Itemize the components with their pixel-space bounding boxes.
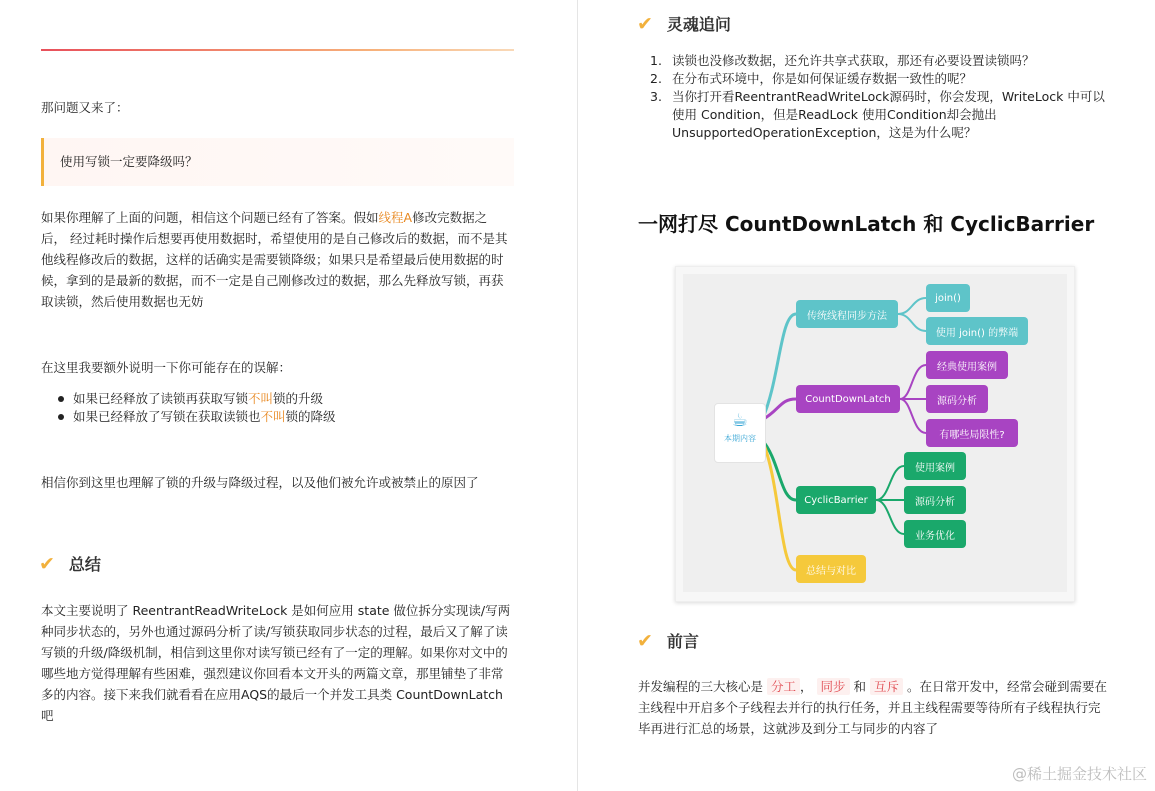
node-countdownlatch: CountDownLatch [796, 385, 900, 413]
node-cb-case: 使用案例 [904, 452, 966, 480]
node-cb-optimize: 业务优化 [904, 520, 966, 548]
node-cdl-source: 源码分析 [926, 385, 988, 413]
question-list [640, 52, 1110, 142]
list-item: 3. 当你打开看ReentrantReadWriteLock源码时，你会发现，WriteLock 中可以使用 Condition，但是ReadLock 使用Condition却会抛出UnsupportedOperationException，这是为什么呢？ [650, 89, 1105, 140]
watermark: @稀土掘金技术社区 [1011, 765, 1147, 783]
node-cdl-limit: 有哪些局限性? [926, 419, 1018, 447]
node-cyclicbarrier: CyclicBarrier [796, 486, 876, 514]
mindmap-root [714, 403, 766, 463]
node-join-flaw: 使用 join() 的弊端 [926, 317, 1028, 345]
heading-summary [39, 552, 101, 575]
intro-text: 那问题又来了： [41, 100, 129, 115]
section-title: 一网打尽 CountDownLatch 和 CyclicBarrier [638, 212, 1095, 236]
quote-text: 使用写锁一定要降级吗？ [60, 154, 198, 169]
bullet-list [41, 390, 336, 426]
list-item: 如果已经释放了读锁再获取写锁不叫锁的升级 [41, 390, 336, 408]
code-division: 分工 [767, 678, 800, 695]
paragraph-preface: 并发编程的三大核心是 分工 ， 同步 和 互斥 。在日常开发中，经常会碰到需要在主线程中开启多个子线程去并行的执行任务，并且主线程需要等待所有子线程执行完毕再进行汇总的场景，这就涉及到分工与同步的内容了 [638, 679, 1108, 736]
blockquote [41, 138, 514, 186]
highlight-thread-a: 线程A [378, 210, 413, 225]
root-label: 本期内容 [724, 434, 756, 443]
heading-text: 总结 [68, 555, 101, 574]
node-cb-source: 源码分析 [904, 486, 966, 514]
node-cdl-case: 经典使用案例 [926, 351, 1008, 379]
code-sync: 同步 [817, 678, 850, 695]
gradient-divider [41, 49, 514, 51]
node-traditional: 传统线程同步方法 [796, 300, 898, 328]
para-text: 如果你理解了上面的问题，相信这个问题已经有了答案。假如 [41, 210, 379, 225]
check-icon: ✔ [637, 629, 653, 652]
paragraph-conclusion: 相信你到这里也理解了锁的升级与降级过程，以及他们被允许或被禁止的原因了 [41, 475, 479, 490]
heading-soul-questions [637, 12, 731, 35]
para-text: 修改完数据之后， 经过耗时操作后想要再使用数据时，希望使用的是自己修改后的数据，而不是其他线程修改后的数据，这样的话确实是需要锁降级；如果只是希望最后使用数据的时候，拿到的是最新的数据，而不一定是自己刚修改过的数据，那么先释放写锁，再获取读锁，然后使用数据也无妨 [41, 210, 508, 309]
heading-text: 灵魂追问 [666, 15, 731, 34]
check-icon: ✔ [39, 552, 55, 575]
heading-text: 前言 [666, 632, 699, 651]
check-icon: ✔ [637, 12, 653, 35]
node-join: join() [926, 284, 970, 312]
list-item: 1. 读锁也没修改数据，还允许共享式获取，那还有必要设置读锁吗？ [650, 53, 1035, 68]
list-item: 如果已经释放了写锁在获取读锁也不叫锁的降级 [41, 408, 336, 426]
coffee-cup-icon: ☕ [731, 410, 749, 431]
code-mutex: 互斥 [870, 678, 903, 695]
list-item: 2. 在分布式环境中，你是如何保证缓存数据一致性的呢？ [650, 71, 973, 86]
paragraph-summary: 本文主要说明了 ReentrantReadWriteLock 是如何应用 state 做位拆分实现读/写两种同步状态的，另外也通过源码分析了读/写锁获取同步状态的过程，最后又了解了读写锁的升级/降级机制，相信到这里你对读写锁已经有了一定的理解。如果你对文中的哪些地方觉得理解有些困难，强烈建议你回看本文开头的两篇文章，那里铺垫了非常多的内容。接下来我们就看看在应用AQS的最后一个并发工具类 CountDownLatch 吧 [41, 603, 511, 723]
paragraph-misunderstanding: 在这里我要额外说明一下你可能存在的误解： [41, 360, 292, 375]
node-summary-compare: 总结与对比 [796, 555, 866, 583]
heading-preface [637, 629, 699, 652]
paragraph-lock-downgrade [41, 207, 511, 312]
